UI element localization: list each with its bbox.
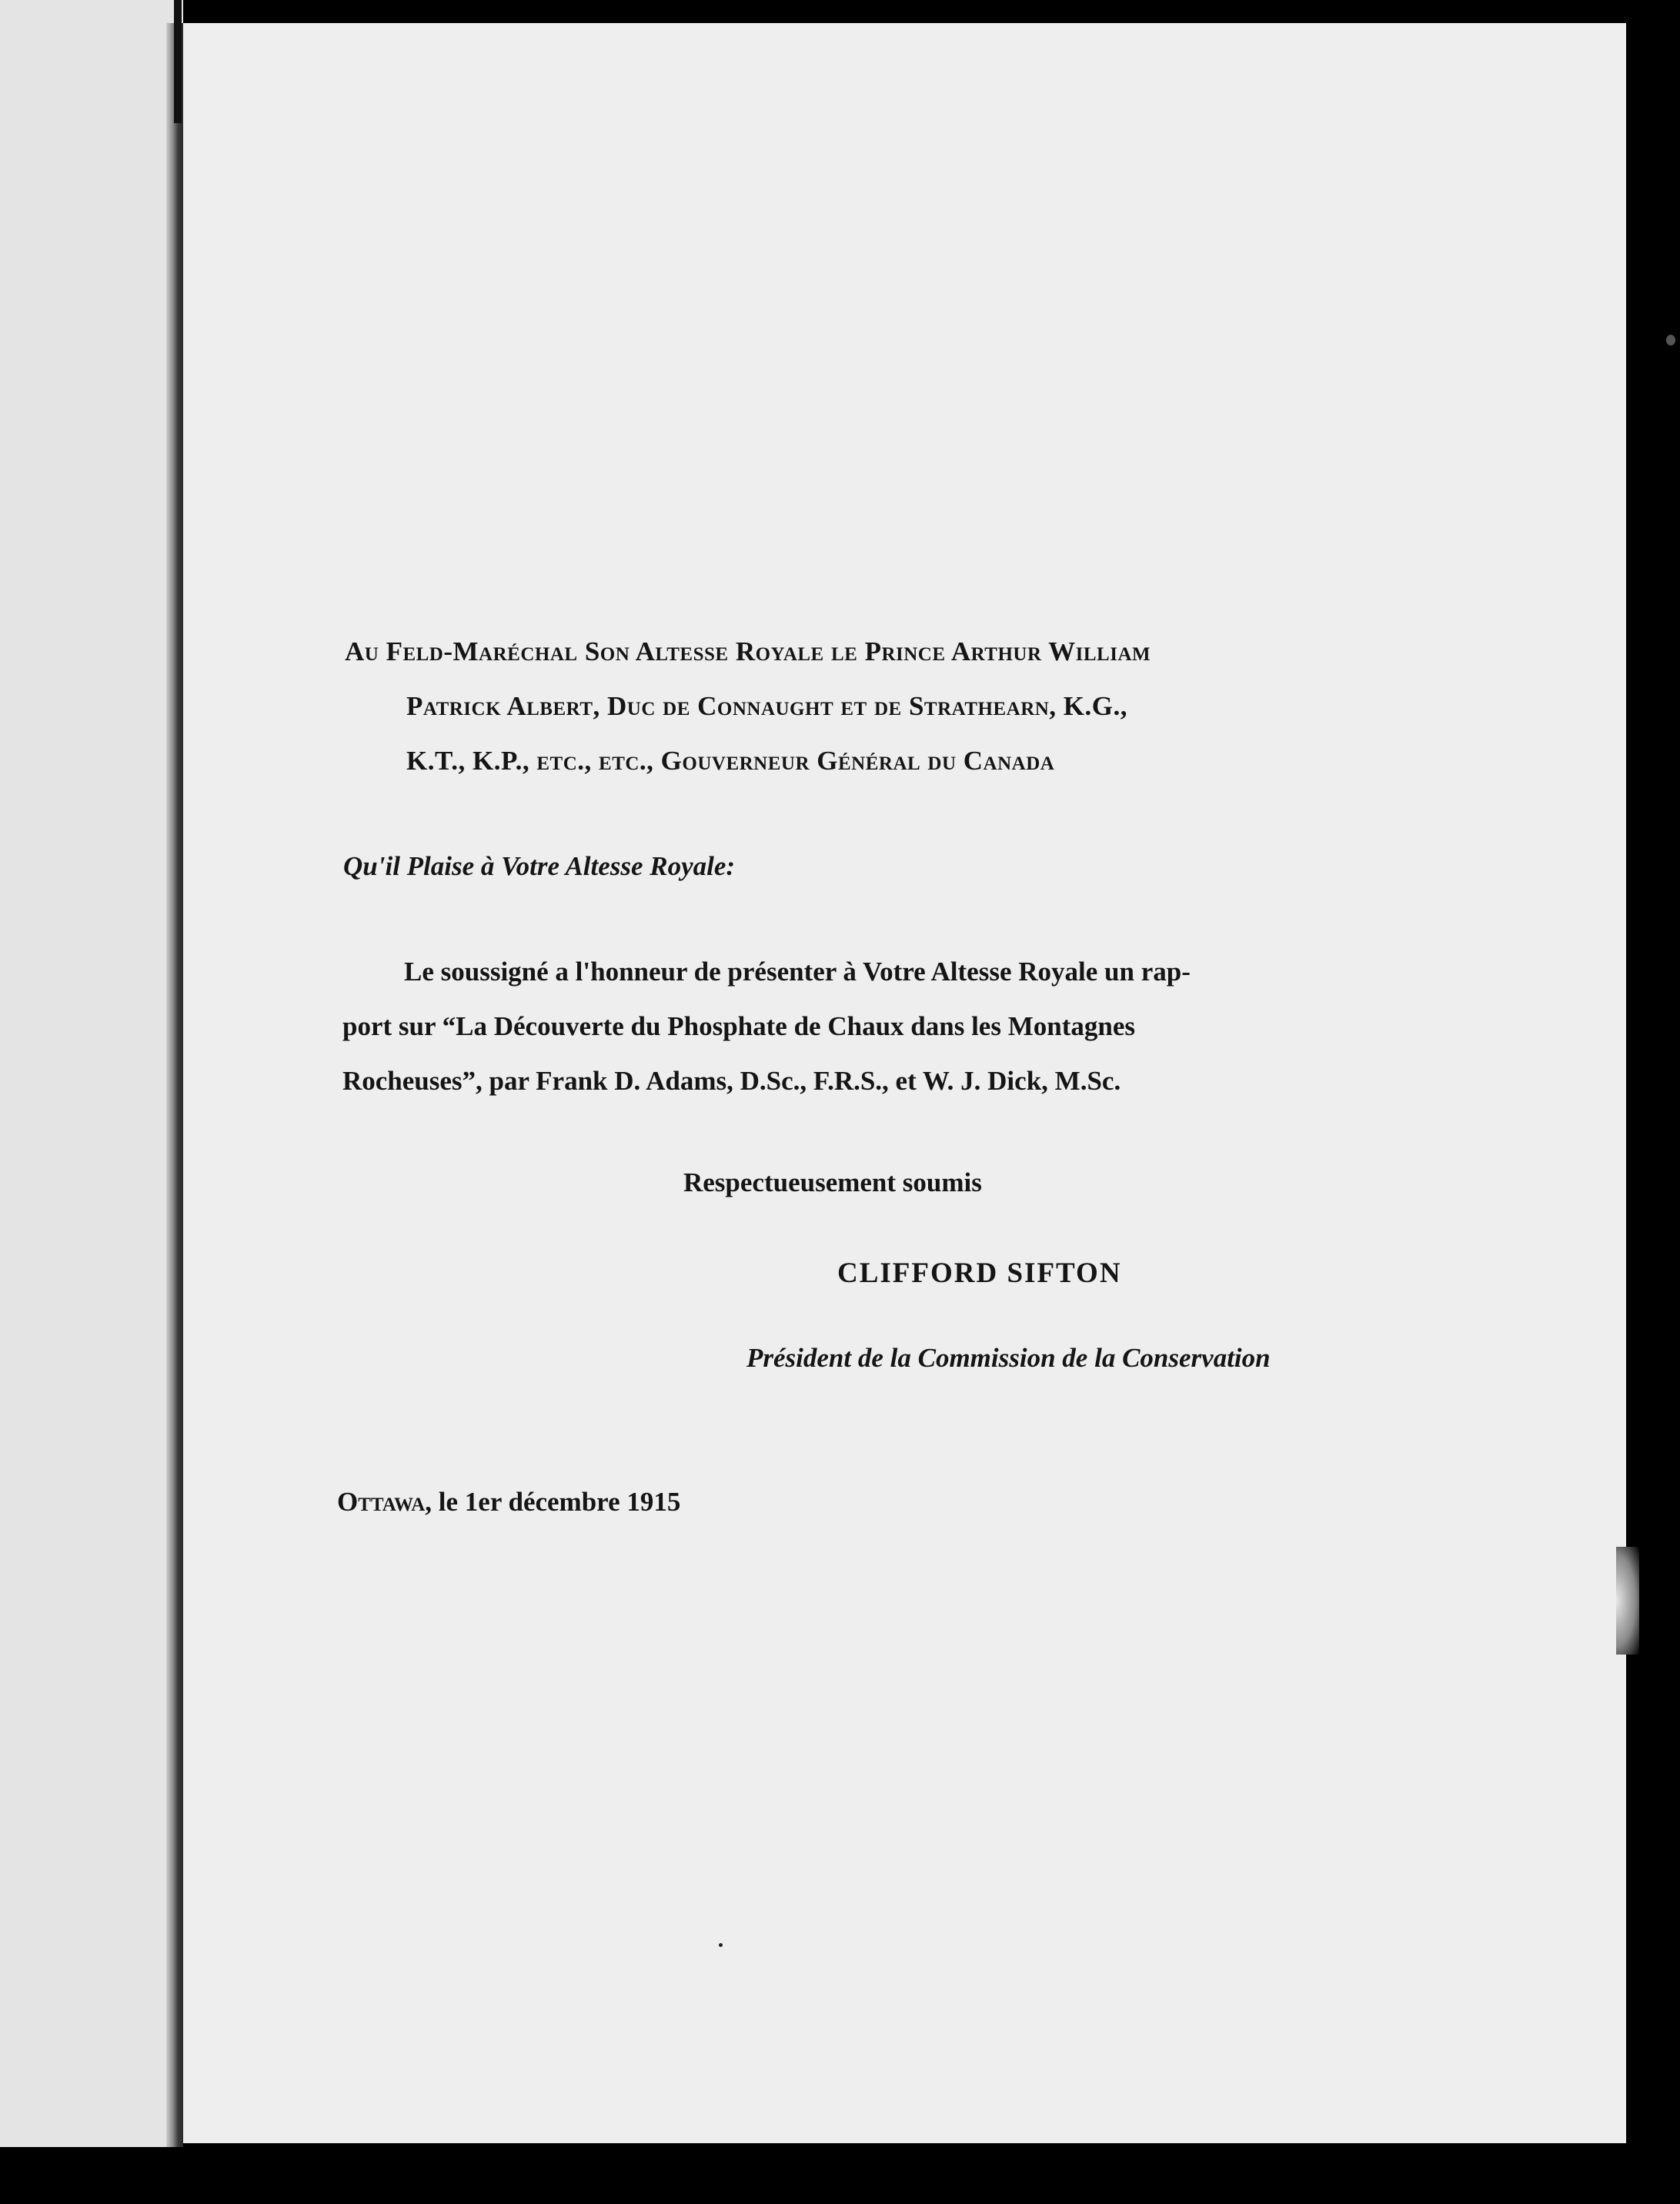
scan-glare	[1616, 1547, 1639, 1655]
address-line-3: K.T., K.P., etc., etc., Gouverneur Général du Canada	[406, 746, 1055, 776]
address-line-2: Patrick Albert, Duc de Connaught et de Strathearn, K.G.,	[406, 691, 1128, 721]
document-page	[183, 23, 1626, 2143]
dateline-date: le 1er décembre 1915	[438, 1487, 681, 1517]
adjacent-page-edge	[0, 0, 183, 2147]
page-text	[183, 23, 1626, 2143]
binding-gutter	[174, 0, 182, 123]
closing-phrase: Respectueusement soumis	[683, 1167, 982, 1197]
body-line-1: Le soussigné a l'honneur de présenter à Votre Altesse Royale un rap-	[404, 957, 1191, 987]
ink-speck	[719, 1943, 723, 1947]
signatory-name: CLIFFORD SIFTON	[837, 1257, 1122, 1289]
body-line-2: port sur “La Découverte du Phosphate de Chaux dans les Montagnes	[342, 1011, 1135, 1041]
salutation: Qu'il Plaise à Votre Altesse Royale:	[343, 851, 736, 881]
signatory-title: Président de la Commission de la Conservation	[746, 1343, 1271, 1373]
page-fold-shadow	[166, 23, 183, 2147]
scan-artifact	[1666, 335, 1675, 346]
dateline	[337, 1487, 680, 1518]
dateline-place: Ottawa,	[337, 1487, 433, 1517]
body-line-3: Rocheuses”, par Frank D. Adams, D.Sc., F.R.S., et W. J. Dick, M.Sc.	[342, 1066, 1121, 1096]
address-line-1: Au Feld-Maréchal Son Altesse Royale le Prince Arthur William	[345, 636, 1151, 666]
